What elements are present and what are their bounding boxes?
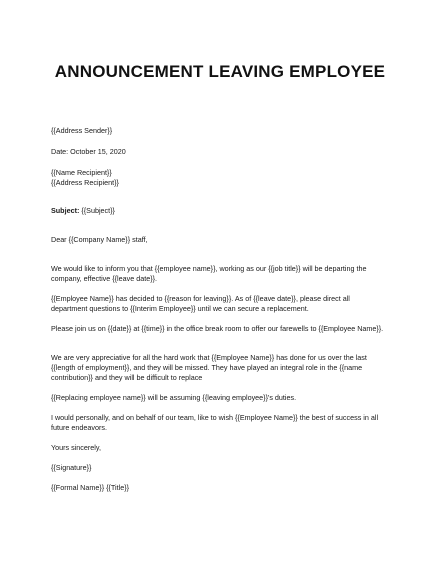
- subject-value: {{Subject}}: [79, 206, 115, 215]
- paragraph-5-line-1: {{Replacing employee name}} will be assuming {{leaving employee}}'s duties.: [51, 393, 297, 402]
- paragraph-2-line-1: {{Employee Name}} has decided to {{reason for leaving}}. As of {{leave date}}, please direct all: [51, 294, 350, 303]
- address-recipient: {{Address Recipient}}: [51, 178, 119, 187]
- signature: {{Signature}}: [51, 463, 92, 472]
- paragraph-1-line-2: company, effective {{leave date}}.: [51, 274, 158, 283]
- letter-date: Date: October 15, 2020: [51, 147, 126, 156]
- paragraph-4-line-1: We are very appreciative for all the hard work that {{Employee Name}} has done for us over the last: [51, 353, 367, 362]
- salutation: Dear {{Company Name}} staff,: [51, 235, 148, 244]
- paragraph-3-line-1: Please join us on {{date}} at {{time}} in the office break room to offer our farewells to {{Employee Name}}.: [51, 324, 384, 333]
- paragraph-6-line-2: future endeavors.: [51, 423, 107, 432]
- subject-line: [51, 205, 401, 216]
- paragraph-4-line-3: contribution}} and they will be difficult to replace: [51, 373, 203, 382]
- closing: Yours sincerely,: [51, 443, 101, 452]
- paragraph-1-line-1: We would like to inform you that {{employee name}}, working as our {{job title}} will be departing the: [51, 264, 367, 273]
- formal-name: {{Formal Name}} {{Title}}: [51, 483, 130, 492]
- address-sender: {{Address Sender}}: [51, 126, 113, 135]
- paragraph-4-line-2: {{length of employment}}, and they will be missed. They have played an integral role in the {{name: [51, 363, 363, 372]
- paragraph-2-line-2: department questions to {{Interim Employee}} until we can secure a replacement.: [51, 304, 309, 313]
- name-recipient: {{Name Recipient}}: [51, 168, 112, 177]
- paragraph-6-line-1: I would personally, and on behalf of our team, like to wish {{Employee Name}} the best of success in all: [51, 413, 379, 422]
- subject-label: Subject:: [51, 206, 80, 215]
- document-title: ANNOUNCEMENT LEAVING EMPLOYEE: [54, 62, 386, 81]
